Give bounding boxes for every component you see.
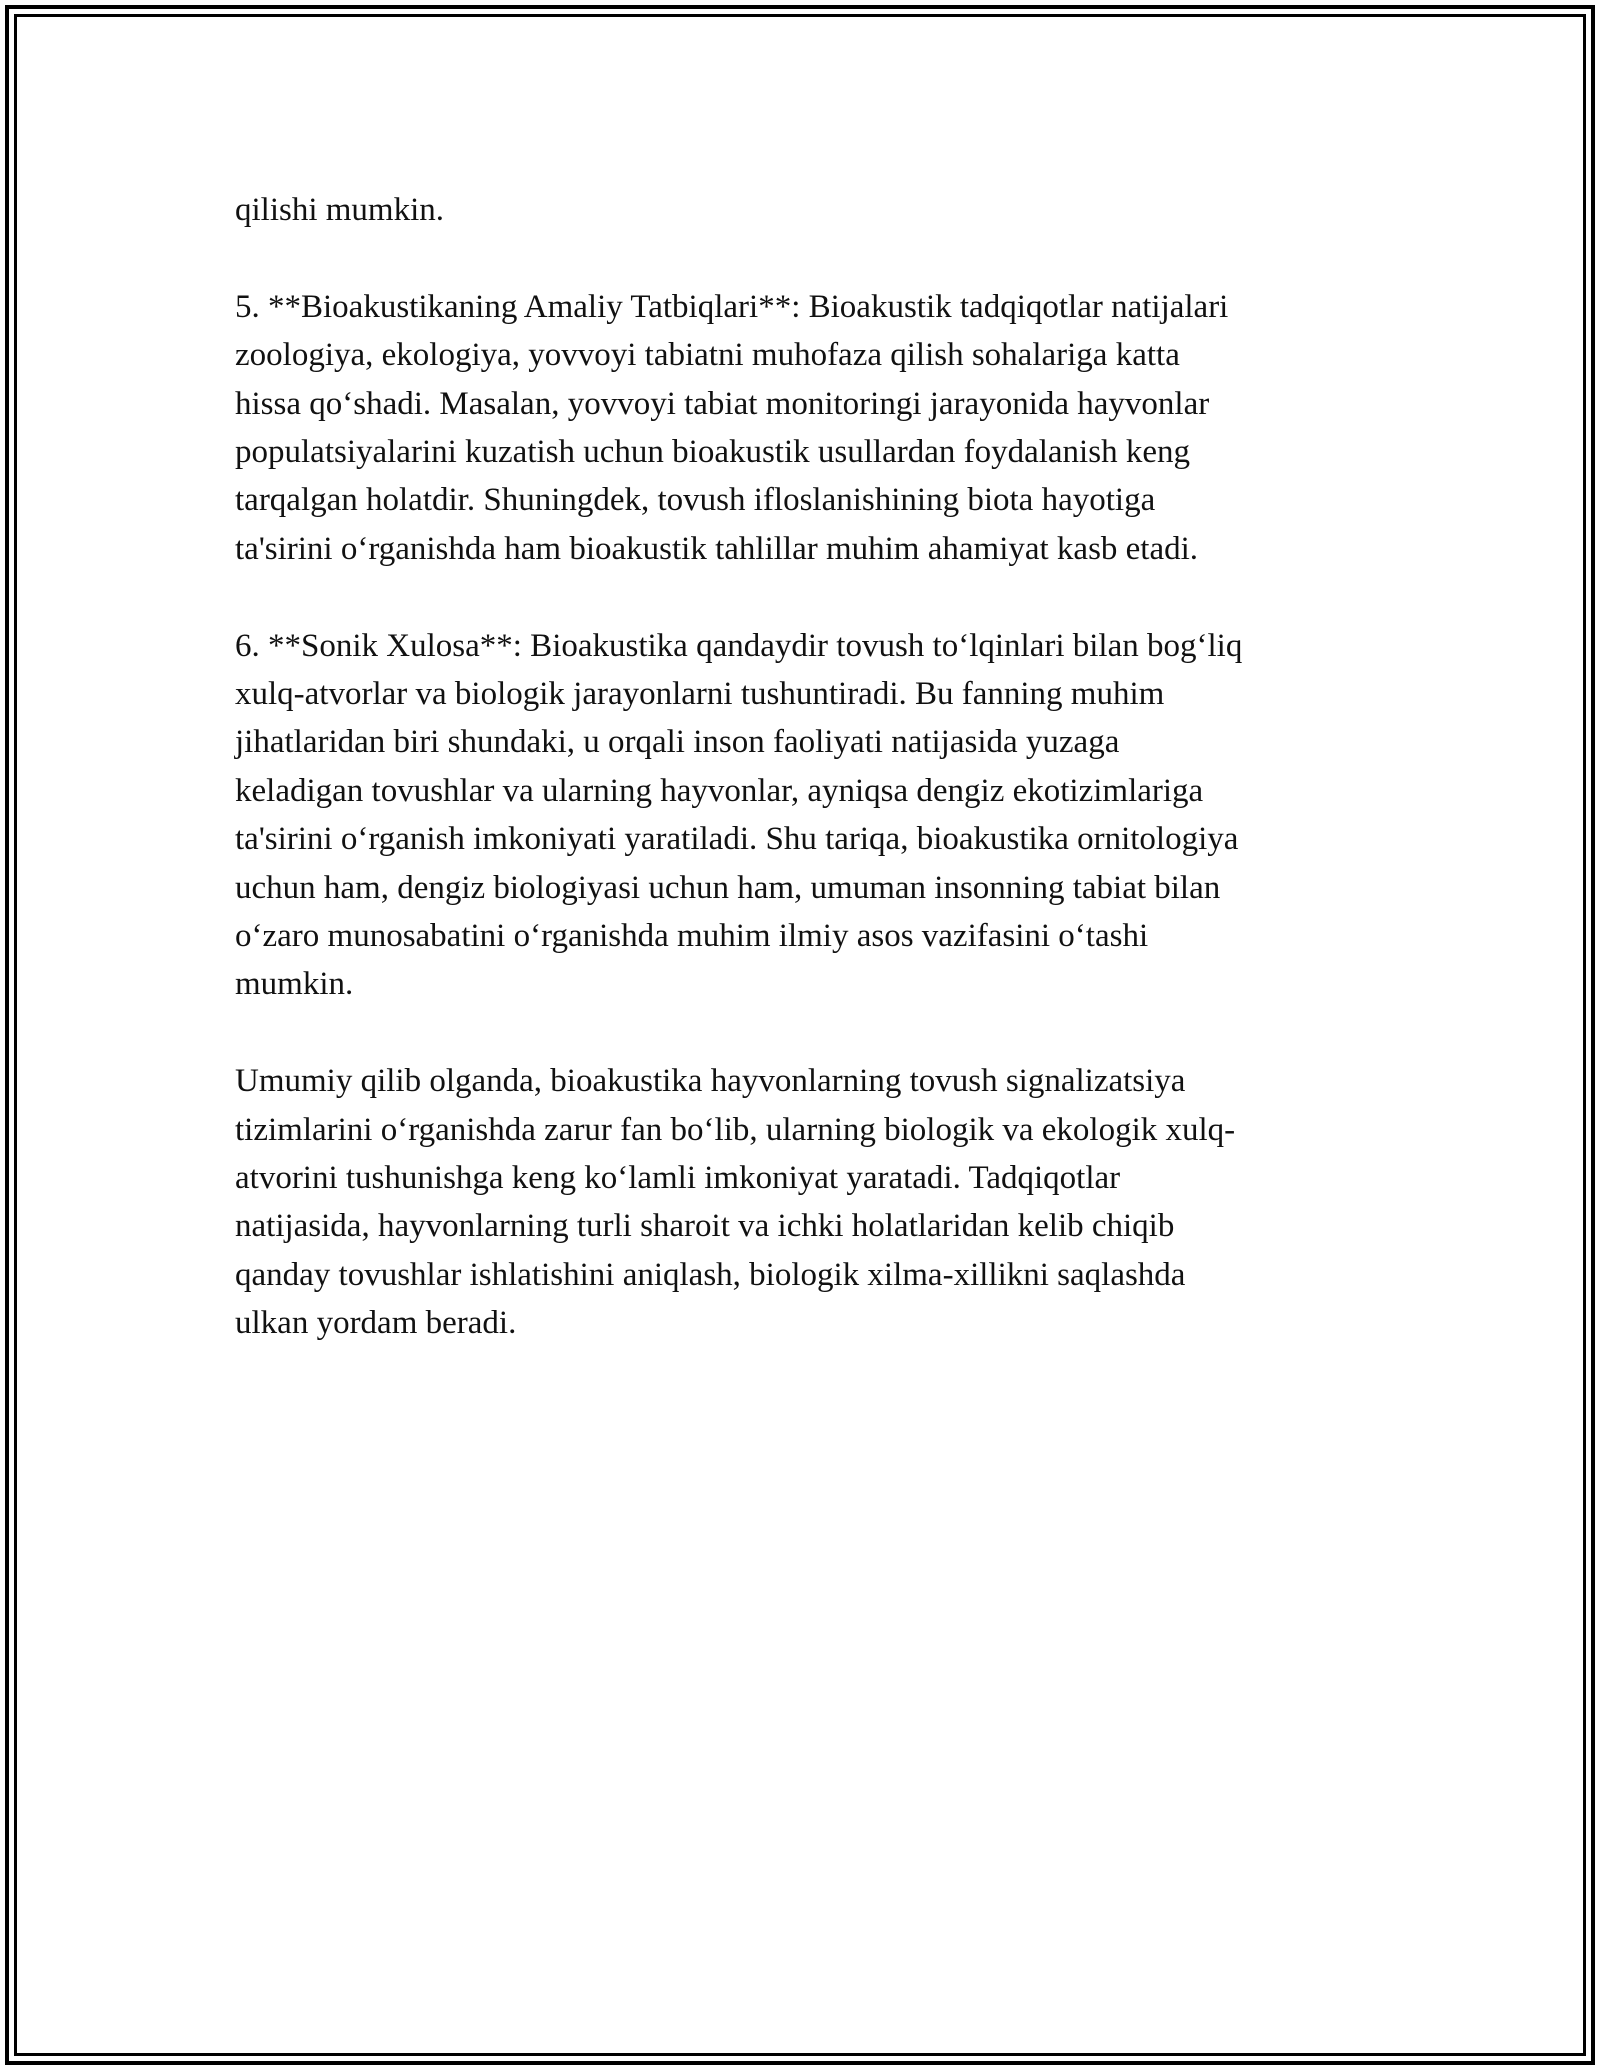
paragraph-conclusion: Umumiy qilib olganda, bioakustika hayvonlarning tovush signalizatsiya tizimlarini o‘rganishda zarur fan bo‘lib, ularning biologik va ekologik xulq- atvorini tushunishga keng ko‘lamli imkoniyat yaratadi. Tadqiqotlar natijasida, hayvonlarning turli sharoit va ichki holatlaridan kelib chiqib qanday tovushlar ishlatishini aniqlash, biologik xilma-xillikni saqlashda ulkan yordam beradi.	[235, 1063, 1236, 1342]
paragraph-bioakustika-amaliy-tatbiqlari: 5. **Bioakustikaning Amaliy Tatbiqlari**: Bioakustik tadqiqotlar natijalari zoologiya, ekologiya, yovvoyi tabiatni muhofaza qilish sohalariga katta hissa qo‘shadi. Masalan, yovvoyi tabiat monitoringi jarayonida hayvonlar populatsiyalarini kuzatish uchun bioakustik usullardan foydalanish keng tarqalgan holatdir. Shuningdek, tovush ifloslanishining biota hayotiga ta'sirini o‘rganishda ham bioakustik tahlillar muhim ahamiyat kasb etadi.	[235, 288, 1229, 567]
document-body	[235, 186, 1365, 1396]
paragraph-sonik-xulosa: 6. **Sonik Xulosa**: Bioakustika qandaydir tovush to‘lqinlari bilan bog‘liq xulq-atvorlar va biologik jarayonlarni tushuntiradi. Bu fanning muhim jihatlaridan biri shundaki, u orqali inson faoliyati natijasida yuzaga keladigan tovushlar va ularning hayvonlar, ayniqsa dengiz ekotizimlariga ta'sirini o‘rganish imkoniyati yaratiladi. Shu tariqa, bioakustika ornitologiya uchun ham, dengiz biologiyasi uchun ham, umuman insonning tabiat bilan o‘zaro munosabatini o‘rganishda muhim ilmiy asos vazifasini o‘tashi mumkin.	[235, 627, 1243, 1003]
paragraph-continuation: qilishi mumkin.	[235, 192, 445, 228]
